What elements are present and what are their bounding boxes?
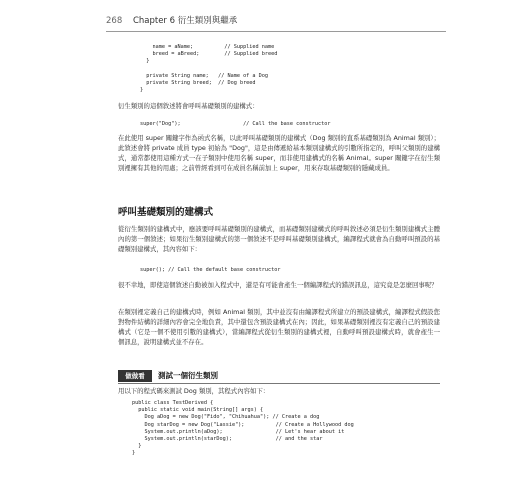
paragraph-test-intro: 用以下的程式碼來測試 Dog 類別，其程式內容如下： [118,387,270,395]
chapter-title: Chapter 6 衍生類別與繼承 [132,16,238,26]
code-line-super-dog: super("Dog"); // Call the base constructor [140,121,331,127]
code-block-test-derived: public class TestDerived { public static void main(String[] args) { Dog aDog = new Dog("Fido", "Chihuahua"); // Create a dog Dog starDog = new Dog("Lassie"); // Create a Hollywood dog System.out.println(aDog); // Let's hear about it System.out.println(starDog); // and the star } } [132,400,354,457]
paragraph-default-constructor: 在類別裡定義自己的建構式時，例如 Animal 類別，其中並沒有由編譯程式所建立的預設建構式，編譯程式假設您對物件結構的詳細內容會完全地負責，其中還包含預設建構式在內；因此，如果基礎類別裡沒有定義自己的預設建構式（它是一個不使用引數的建構式），當編譯程式從衍生類別的建構式裡，自動呼叫預設建構式時，就會產生一個訊息，說明建構式並不存在。 [118,308,440,346]
paragraph-super-explanation: 在此使用 super 關鍵字作為函式名稱，以此呼叫基礎類別的建構式（Dog 類別的直系基礎類別為 Animal 類別）；此敘述會將 private 成員 type 初始為 "Dog"，這是由傳遞給基本類別建構式的引數所指定的，呼叫父類別的建構式，通常都使用這種方式一在子類別中使用名稱 super，而非使用建構式的名稱 Animal。super 關鍵字在衍生類別裡擁有其他的用處；之前曾經看到可在成員名稱前加上 super，用來存取基礎類別的隱藏成員。 [118,134,440,172]
code-block-dog-constructor: name = aName; // Supplied name breed = aBreed; // Supplied breed } private String name; // Name of a Dog private String breed; // Dog breed } [140,44,278,94]
section-heading: 呼叫基礎類別的建構式 [118,207,214,218]
page-header [106,14,446,28]
code-line-default-super: super(); // Call the default base constructor [140,267,281,273]
try-it-out-title: 測試一個衍生類別 [158,371,218,380]
try-it-out-divider [118,383,440,384]
paragraph-intro-super: 衍生類別的這個敘述將會呼叫基礎類別的建構式： [118,102,259,110]
paragraph-compiler-error: 很不幸地，即使這個敘述自動被加入程式中，還是有可能會產生一個編譯程式的錯誤訊息，這究竟是怎麼回事呢？ [118,281,438,289]
try-it-out-badge: 做做看 [118,370,152,382]
paragraph-calling-base-constructor: 從衍生類別的建構式中，應該要呼叫基礎類別的建構式，而基礎類別建構式的呼叫敘述必須是衍生類別建構式主體內的第一個敘述；如果衍生類別建構式的第一個敘述不是呼叫基礎類別建構式，編譯程式就會為自動呼叫預設的基礎類別建構式，其內容如下： [118,225,440,253]
try-it-out-heading [118,370,440,382]
header-divider [106,31,446,32]
page-number: 268 [106,16,123,26]
